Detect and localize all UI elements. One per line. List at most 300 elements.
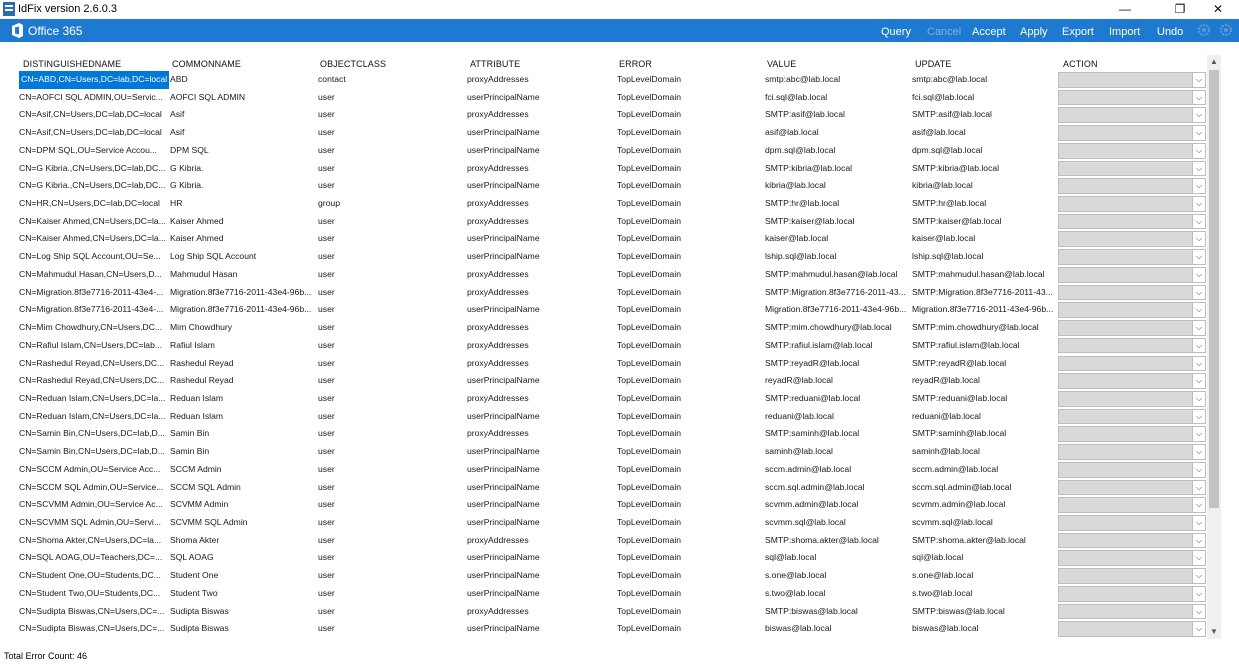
cell-distinguishedname[interactable]: CN=HR,CN=Users,DC=lab,DC=local bbox=[19, 198, 160, 209]
table-row[interactable] bbox=[15, 337, 1206, 355]
table-row[interactable] bbox=[15, 319, 1206, 337]
cell-value[interactable]: s.two@lab.local bbox=[765, 587, 826, 598]
cell-update[interactable]: SMTP:saminh@lab.local bbox=[912, 428, 1007, 439]
cell-objectclass[interactable]: user bbox=[318, 339, 335, 350]
cell-commonname[interactable]: Reduan Islam bbox=[170, 410, 224, 421]
scroll-up-arrow-icon[interactable]: ▲ bbox=[1210, 57, 1218, 66]
cell-objectclass[interactable]: contact bbox=[318, 74, 346, 84]
table-row[interactable] bbox=[15, 425, 1206, 443]
cell-error[interactable]: TopLevelDomain bbox=[617, 198, 682, 209]
cell-update[interactable]: reyadR@lab.local bbox=[912, 375, 980, 386]
cell-error[interactable]: TopLevelDomain bbox=[617, 392, 682, 403]
cell-commonname[interactable]: Kaiser Ahmed bbox=[170, 215, 224, 226]
cell-attribute[interactable]: proxyAddresses bbox=[467, 357, 529, 368]
action-dropdown[interactable] bbox=[1058, 426, 1206, 442]
cell-update[interactable]: dpm.sql@lab.local bbox=[912, 144, 983, 155]
cell-distinguishedname[interactable]: CN=Sudipta Biswas,CN=Users,DC=... bbox=[19, 623, 165, 634]
cell-objectclass[interactable]: user bbox=[318, 446, 335, 457]
cell-attribute[interactable]: userPrincipalName bbox=[467, 481, 540, 492]
cell-commonname[interactable]: Sudipta Biswas bbox=[170, 623, 229, 634]
cell-commonname[interactable]: DPM SQL bbox=[170, 144, 209, 155]
column-header-commonname[interactable]: COMMONNAME bbox=[172, 59, 241, 69]
cell-update[interactable]: SMTP:mim.chowdhury@lab.local bbox=[912, 322, 1039, 333]
cell-update[interactable]: sccm.admin@lab.local bbox=[912, 463, 999, 474]
cell-commonname[interactable]: Migration.8f3e7716-2011-43e4-96b... bbox=[170, 304, 312, 315]
action-dropdown[interactable] bbox=[1058, 196, 1206, 212]
dropdown-arrow-icon[interactable]: ⌵ bbox=[1192, 534, 1205, 548]
cell-distinguishedname[interactable]: CN=SQL AOAG,OU=Teachers,DC=... bbox=[19, 552, 163, 563]
action-dropdown[interactable] bbox=[1058, 161, 1206, 177]
cell-commonname[interactable]: Log Ship SQL Account bbox=[170, 251, 257, 262]
cell-update[interactable]: s.one@lab.local bbox=[912, 570, 974, 581]
table-row[interactable] bbox=[15, 106, 1206, 124]
cell-commonname[interactable]: SCVMM Admin bbox=[170, 499, 229, 510]
dropdown-arrow-icon[interactable]: ⌵ bbox=[1192, 392, 1205, 406]
table-row[interactable] bbox=[15, 390, 1206, 408]
cell-distinguishedname[interactable]: CN=Asif,CN=Users,DC=lab,DC=local bbox=[19, 127, 162, 138]
cell-error[interactable]: TopLevelDomain bbox=[617, 268, 682, 279]
cell-value[interactable]: SMTP:kaiser@lab.local bbox=[765, 215, 855, 226]
cell-distinguishedname[interactable]: CN=Reduan Islam,CN=Users,DC=la... bbox=[19, 392, 166, 403]
cell-distinguishedname[interactable]: CN=G Kibria.,CN=Users,DC=lab,DC... bbox=[19, 162, 166, 173]
cell-objectclass[interactable]: user bbox=[318, 109, 335, 120]
cell-error[interactable]: TopLevelDomain bbox=[617, 499, 682, 510]
cell-objectclass[interactable]: user bbox=[318, 144, 335, 155]
cell-distinguishedname[interactable]: CN=Migration.8f3e7716-2011-43e4-... bbox=[19, 286, 164, 297]
column-header-attribute[interactable]: ATTRIBUTE bbox=[470, 59, 521, 69]
cell-attribute[interactable]: userPrincipalName bbox=[467, 251, 540, 262]
cell-update[interactable]: biswas@lab.local bbox=[912, 623, 979, 634]
cell-commonname[interactable]: Mim Chowdhury bbox=[170, 322, 233, 333]
menu-undo[interactable]: Undo bbox=[1157, 26, 1184, 38]
cell-objectclass[interactable]: user bbox=[318, 251, 335, 262]
cell-attribute[interactable]: userPrincipalName bbox=[467, 144, 540, 155]
action-dropdown[interactable] bbox=[1058, 391, 1206, 407]
cell-commonname[interactable]: SCCM SQL Admin bbox=[170, 481, 241, 492]
table-row[interactable] bbox=[15, 301, 1206, 319]
settings-gear-icon[interactable] bbox=[1197, 23, 1211, 37]
cell-update[interactable]: SMTP:shoma.akter@lab.local bbox=[912, 534, 1026, 545]
cell-commonname[interactable]: Shoma Akter bbox=[170, 534, 220, 545]
dropdown-arrow-icon[interactable]: ⌵ bbox=[1192, 339, 1205, 353]
cell-update[interactable]: fci.sql@lab.local bbox=[912, 91, 975, 102]
cell-value[interactable]: kibria@lab.local bbox=[765, 180, 826, 191]
action-dropdown[interactable] bbox=[1058, 550, 1206, 566]
cell-value[interactable]: SMTP:asif@lab.local bbox=[765, 109, 845, 120]
cell-update[interactable]: kibria@lab.local bbox=[912, 180, 973, 191]
cell-value[interactable]: SMTP:reduani@lab.local bbox=[765, 392, 861, 403]
cell-objectclass[interactable]: user bbox=[318, 91, 335, 102]
dropdown-arrow-icon[interactable]: ⌵ bbox=[1192, 162, 1205, 176]
dropdown-arrow-icon[interactable]: ⌵ bbox=[1192, 551, 1205, 565]
cell-attribute[interactable]: userPrincipalName bbox=[467, 517, 540, 527]
cell-update[interactable]: kaiser@lab.local bbox=[912, 233, 976, 244]
cell-objectclass[interactable]: user bbox=[318, 357, 335, 368]
dropdown-arrow-icon[interactable]: ⌵ bbox=[1192, 357, 1205, 371]
cell-update[interactable]: SMTP:kibria@lab.local bbox=[912, 162, 1000, 173]
cell-attribute[interactable]: proxyAddresses bbox=[467, 339, 529, 350]
cell-attribute[interactable]: userPrincipalName bbox=[467, 499, 540, 510]
cell-value[interactable]: fci.sql@lab.local bbox=[765, 91, 828, 102]
action-dropdown[interactable] bbox=[1058, 409, 1206, 425]
cell-commonname[interactable]: SCVMM SQL Admin bbox=[170, 517, 248, 527]
cell-commonname[interactable]: Samin Bin bbox=[170, 428, 210, 439]
cell-error[interactable]: TopLevelDomain bbox=[617, 304, 682, 315]
cell-distinguishedname[interactable]: CN=Rafiul Islam,CN=Users,DC=lab... bbox=[19, 339, 163, 350]
cell-attribute[interactable]: userPrincipalName bbox=[467, 304, 540, 315]
cell-attribute[interactable]: userPrincipalName bbox=[467, 552, 540, 563]
cell-commonname[interactable]: Student Two bbox=[170, 587, 218, 598]
cell-value[interactable]: SMTP:reyadR@lab.local bbox=[765, 357, 860, 368]
cell-commonname[interactable]: Student One bbox=[170, 570, 219, 581]
menu-import[interactable]: Import bbox=[1109, 26, 1141, 38]
cell-update[interactable]: SMTP:kaiser@lab.local bbox=[912, 215, 1002, 226]
cell-value[interactable]: dpm.sql@lab.local bbox=[765, 144, 836, 155]
cell-error[interactable]: TopLevelDomain bbox=[617, 357, 682, 368]
cell-value[interactable]: SMTP:mim.chowdhury@lab.local bbox=[765, 322, 892, 333]
action-dropdown[interactable] bbox=[1058, 586, 1206, 602]
column-header-update[interactable]: UPDATE bbox=[915, 59, 952, 69]
cell-commonname[interactable]: Rashedul Reyad bbox=[170, 375, 234, 386]
cell-attribute[interactable]: proxyAddresses bbox=[467, 109, 529, 120]
cell-error[interactable]: TopLevelDomain bbox=[617, 623, 682, 634]
dropdown-arrow-icon[interactable]: ⌵ bbox=[1192, 445, 1205, 459]
cell-commonname[interactable]: Sudipta Biswas bbox=[170, 605, 229, 616]
cell-attribute[interactable]: userPrincipalName bbox=[467, 570, 540, 581]
cell-objectclass[interactable]: user bbox=[318, 623, 335, 634]
table-row[interactable] bbox=[15, 142, 1206, 160]
dropdown-arrow-icon[interactable]: ⌵ bbox=[1192, 321, 1205, 335]
action-dropdown[interactable] bbox=[1058, 125, 1206, 141]
cell-update[interactable]: Migration.8f3e7716-2011-43e4-96b... bbox=[912, 304, 1054, 315]
cell-attribute[interactable]: userPrincipalName bbox=[467, 623, 540, 634]
action-dropdown[interactable] bbox=[1058, 249, 1206, 265]
table-row[interactable] bbox=[15, 620, 1206, 638]
cell-value[interactable]: SMTP:biswas@lab.local bbox=[765, 605, 858, 616]
action-dropdown[interactable] bbox=[1058, 515, 1206, 531]
cell-attribute[interactable]: userPrincipalName bbox=[467, 463, 540, 474]
cell-commonname[interactable]: Samin Bin bbox=[170, 446, 210, 457]
cell-value[interactable]: Migration.8f3e7716-2011-43e4-96b... bbox=[765, 304, 907, 315]
cell-error[interactable]: TopLevelDomain bbox=[617, 517, 682, 527]
column-header-value[interactable]: VALUE bbox=[767, 59, 797, 69]
table-row[interactable] bbox=[15, 248, 1206, 266]
cell-attribute[interactable]: proxyAddresses bbox=[467, 428, 529, 439]
cell-value[interactable]: kaiser@lab.local bbox=[765, 233, 829, 244]
cell-distinguishedname[interactable]: CN=Mim Chowdhury,CN=Users,DC... bbox=[19, 322, 163, 333]
cell-commonname[interactable]: G Kibria. bbox=[170, 180, 204, 191]
cell-value[interactable]: lship.sql@lab.local bbox=[765, 251, 837, 262]
table-row[interactable] bbox=[15, 213, 1206, 231]
cell-commonname[interactable]: Migration.8f3e7716-2011-43e4-96b... bbox=[170, 286, 312, 297]
menu-accept[interactable]: Accept bbox=[972, 26, 1006, 38]
cell-attribute[interactable]: userPrincipalName bbox=[467, 587, 540, 598]
action-dropdown[interactable] bbox=[1058, 143, 1206, 159]
cell-value[interactable]: reyadR@lab.local bbox=[765, 375, 833, 386]
table-row[interactable] bbox=[15, 177, 1206, 195]
menu-cancel[interactable]: Cancel bbox=[927, 26, 962, 38]
minimize-icon[interactable]: — bbox=[1119, 2, 1131, 16]
cell-update[interactable]: sccm.sql.admin@lab.local bbox=[912, 481, 1012, 492]
dropdown-arrow-icon[interactable]: ⌵ bbox=[1192, 303, 1205, 317]
cell-objectclass[interactable]: user bbox=[318, 463, 335, 474]
cell-objectclass[interactable]: user bbox=[318, 587, 335, 598]
cell-commonname[interactable]: G Kibria. bbox=[170, 162, 204, 173]
cell-distinguishedname[interactable]: CN=Rashedul Reyad,CN=Users,DC... bbox=[19, 375, 165, 386]
cell-objectclass[interactable]: user bbox=[318, 375, 335, 386]
cell-objectclass[interactable]: user bbox=[318, 517, 335, 527]
action-dropdown[interactable] bbox=[1058, 356, 1206, 372]
cell-objectclass[interactable]: user bbox=[318, 410, 335, 421]
cell-update[interactable]: SMTP:reduani@lab.local bbox=[912, 392, 1008, 403]
dropdown-arrow-icon[interactable]: ⌵ bbox=[1192, 126, 1205, 140]
dropdown-arrow-icon[interactable]: ⌵ bbox=[1192, 250, 1205, 264]
cell-objectclass[interactable]: user bbox=[318, 180, 335, 191]
table-row[interactable] bbox=[15, 549, 1206, 567]
cell-attribute[interactable]: proxyAddresses bbox=[467, 534, 529, 545]
dropdown-arrow-icon[interactable]: ⌵ bbox=[1192, 622, 1205, 636]
cell-distinguishedname[interactable]: CN=SCVMM SQL Admin,OU=Servi... bbox=[19, 517, 161, 527]
cell-value[interactable]: s.one@lab.local bbox=[765, 570, 827, 581]
dropdown-arrow-icon[interactable]: ⌵ bbox=[1192, 286, 1205, 300]
table-row[interactable] bbox=[15, 230, 1206, 248]
cell-value[interactable]: SMTP:mahmudul.hasan@lab.local bbox=[765, 268, 898, 279]
dropdown-arrow-icon[interactable]: ⌵ bbox=[1192, 516, 1205, 530]
cell-commonname[interactable]: Asif bbox=[170, 127, 185, 138]
cell-error[interactable]: TopLevelDomain bbox=[617, 91, 682, 102]
table-row[interactable] bbox=[15, 124, 1206, 142]
action-dropdown[interactable] bbox=[1058, 462, 1206, 478]
action-dropdown[interactable] bbox=[1058, 444, 1206, 460]
table-row[interactable] bbox=[15, 443, 1206, 461]
cell-update[interactable]: SMTP:Migration.8f3e7716-2011-43... bbox=[912, 286, 1053, 297]
dropdown-arrow-icon[interactable]: ⌵ bbox=[1192, 463, 1205, 477]
cell-commonname[interactable]: SCCM Admin bbox=[170, 463, 222, 474]
action-dropdown[interactable] bbox=[1058, 90, 1206, 106]
action-dropdown[interactable] bbox=[1058, 373, 1206, 389]
cell-attribute[interactable]: userPrincipalName bbox=[467, 446, 540, 457]
table-row[interactable] bbox=[15, 496, 1206, 514]
dropdown-arrow-icon[interactable]: ⌵ bbox=[1192, 427, 1205, 441]
cell-commonname[interactable]: Rafiul Islam bbox=[170, 339, 215, 350]
column-header-objectclass[interactable]: OBJECTCLASS bbox=[320, 59, 387, 69]
action-dropdown[interactable] bbox=[1058, 178, 1206, 194]
cell-update[interactable]: sql@lab.local bbox=[912, 552, 964, 563]
cell-update[interactable]: SMTP:hr@lab.local bbox=[912, 198, 987, 209]
cell-error[interactable]: TopLevelDomain bbox=[617, 339, 682, 350]
cell-update[interactable]: SMTP:reyadR@lab.local bbox=[912, 357, 1007, 368]
cell-update[interactable]: SMTP:mahmudul.hasan@lab.local bbox=[912, 268, 1045, 279]
cell-attribute[interactable]: proxyAddresses bbox=[467, 74, 529, 84]
cell-distinguishedname[interactable]: CN=Sudipta Biswas,CN=Users,DC=... bbox=[19, 605, 165, 616]
table-row[interactable] bbox=[15, 160, 1206, 178]
cell-update[interactable]: SMTP:asif@lab.local bbox=[912, 109, 992, 120]
cell-commonname[interactable]: HR bbox=[170, 198, 183, 209]
dropdown-arrow-icon[interactable]: ⌵ bbox=[1192, 268, 1205, 282]
cell-attribute[interactable]: userPrincipalName bbox=[467, 375, 540, 386]
cell-error[interactable]: TopLevelDomain bbox=[617, 410, 682, 421]
cell-distinguishedname[interactable]: CN=G Kibria.,CN=Users,DC=lab,DC... bbox=[19, 180, 166, 191]
cell-distinguishedname[interactable]: CN=Student Two,OU=Students,DC... bbox=[19, 587, 161, 598]
cell-value[interactable]: SMTP:Migration.8f3e7716-2011-43... bbox=[765, 286, 906, 297]
action-dropdown[interactable] bbox=[1058, 231, 1206, 247]
cell-distinguishedname[interactable]: CN=Student One,OU=Students,DC... bbox=[19, 570, 161, 581]
cell-error[interactable]: TopLevelDomain bbox=[617, 552, 682, 563]
cell-objectclass[interactable]: user bbox=[318, 428, 335, 439]
cell-error[interactable]: TopLevelDomain bbox=[617, 74, 682, 84]
column-header-distinguishedname[interactable]: DISTINGUISHEDNAME bbox=[23, 59, 122, 69]
cell-value[interactable]: reduani@lab.local bbox=[765, 410, 834, 421]
dropdown-arrow-icon[interactable]: ⌵ bbox=[1192, 481, 1205, 495]
cell-value[interactable]: biswas@lab.local bbox=[765, 623, 832, 634]
table-row[interactable] bbox=[15, 89, 1206, 107]
dropdown-arrow-icon[interactable]: ⌵ bbox=[1192, 197, 1205, 211]
dropdown-arrow-icon[interactable]: ⌵ bbox=[1192, 91, 1205, 105]
cell-update[interactable]: scvmm.sql@lab.local bbox=[912, 517, 993, 527]
table-row[interactable] bbox=[15, 195, 1206, 213]
table-row[interactable] bbox=[15, 372, 1206, 390]
dropdown-arrow-icon[interactable]: ⌵ bbox=[1192, 410, 1205, 424]
table-row[interactable] bbox=[15, 284, 1206, 302]
table-row[interactable] bbox=[15, 585, 1206, 603]
cell-commonname[interactable]: Reduan Islam bbox=[170, 392, 224, 403]
maximize-icon[interactable]: ❐ bbox=[1174, 2, 1186, 16]
cell-error[interactable]: TopLevelDomain bbox=[617, 286, 682, 297]
cell-objectclass[interactable]: user bbox=[318, 605, 335, 616]
action-dropdown[interactable] bbox=[1058, 497, 1206, 513]
action-dropdown[interactable] bbox=[1058, 72, 1206, 88]
cell-objectclass[interactable]: user bbox=[318, 162, 335, 173]
cell-error[interactable]: TopLevelDomain bbox=[617, 481, 682, 492]
cell-commonname[interactable]: Mahmudul Hasan bbox=[170, 268, 238, 279]
cell-update[interactable]: asif@lab.local bbox=[912, 127, 966, 138]
cell-commonname[interactable]: Kaiser Ahmed bbox=[170, 233, 224, 244]
cell-error[interactable]: TopLevelDomain bbox=[617, 428, 682, 439]
cell-distinguishedname[interactable]: CN=Kaiser Ahmed,CN=Users,DC=la... bbox=[19, 215, 166, 226]
dropdown-arrow-icon[interactable]: ⌵ bbox=[1192, 179, 1205, 193]
cell-error[interactable]: TopLevelDomain bbox=[617, 144, 682, 155]
table-row[interactable] bbox=[15, 603, 1206, 621]
menu-export[interactable]: Export bbox=[1062, 26, 1094, 38]
action-dropdown[interactable] bbox=[1058, 214, 1206, 230]
action-dropdown[interactable] bbox=[1058, 267, 1206, 283]
cell-distinguishedname[interactable]: CN=SCCM Admin,OU=Service Acc... bbox=[19, 463, 161, 474]
vertical-scrollbar[interactable] bbox=[1207, 55, 1221, 639]
cell-value[interactable]: sql@lab.local bbox=[765, 552, 817, 563]
action-dropdown[interactable] bbox=[1058, 302, 1206, 318]
cell-error[interactable]: TopLevelDomain bbox=[617, 127, 682, 138]
cell-distinguishedname[interactable]: CN=SCCM SQL Admin,OU=Service... bbox=[19, 481, 164, 492]
dropdown-arrow-icon[interactable]: ⌵ bbox=[1192, 569, 1205, 583]
dropdown-arrow-icon[interactable]: ⌵ bbox=[1192, 108, 1205, 122]
cell-distinguishedname[interactable]: CN=Asif,CN=Users,DC=lab,DC=local bbox=[19, 109, 162, 120]
action-dropdown[interactable] bbox=[1058, 533, 1206, 549]
cell-objectclass[interactable]: group bbox=[318, 198, 340, 209]
cell-error[interactable]: TopLevelDomain bbox=[617, 534, 682, 545]
cell-objectclass[interactable]: user bbox=[318, 481, 335, 492]
cell-value[interactable]: smtp:abc@lab.local bbox=[765, 74, 841, 84]
cell-error[interactable]: TopLevelDomain bbox=[617, 375, 682, 386]
cell-value[interactable]: asif@lab.local bbox=[765, 127, 819, 138]
help-gear-icon[interactable] bbox=[1219, 23, 1233, 37]
table-row[interactable] bbox=[15, 71, 1206, 89]
cell-update[interactable]: lship.sql@lab.local bbox=[912, 251, 984, 262]
cell-error[interactable]: TopLevelDomain bbox=[617, 215, 682, 226]
action-dropdown[interactable] bbox=[1058, 107, 1206, 123]
cell-update[interactable]: s.two@lab.local bbox=[912, 587, 973, 598]
cell-objectclass[interactable]: user bbox=[318, 268, 335, 279]
cell-attribute[interactable]: userPrincipalName bbox=[467, 127, 540, 138]
scroll-down-arrow-icon[interactable]: ▼ bbox=[1210, 627, 1218, 636]
cell-distinguishedname[interactable]: CN=Reduan Islam,CN=Users,DC=la... bbox=[19, 410, 166, 421]
table-row[interactable] bbox=[15, 567, 1206, 585]
cell-attribute[interactable]: proxyAddresses bbox=[467, 215, 529, 226]
cell-value[interactable]: saminh@lab.local bbox=[765, 446, 833, 457]
cell-value[interactable]: SMTP:rafiul.islam@lab.local bbox=[765, 339, 873, 350]
cell-value[interactable]: sccm.admin@lab.local bbox=[765, 463, 852, 474]
cell-error[interactable]: TopLevelDomain bbox=[617, 605, 682, 616]
column-header-action[interactable]: ACTION bbox=[1063, 59, 1098, 69]
cell-attribute[interactable]: proxyAddresses bbox=[467, 162, 529, 173]
cell-distinguishedname[interactable]: CN=Mahmudul Hasan,CN=Users,D... bbox=[19, 268, 162, 279]
cell-distinguishedname[interactable]: CN=Samin Bin,CN=Users,DC=lab,D... bbox=[19, 446, 165, 457]
cell-update[interactable]: smtp:abc@lab.local bbox=[912, 74, 988, 84]
cell-objectclass[interactable]: user bbox=[318, 233, 335, 244]
cell-value[interactable]: SMTP:hr@lab.local bbox=[765, 198, 840, 209]
cell-commonname[interactable]: SQL AOAG bbox=[170, 552, 214, 563]
column-header-error[interactable]: ERROR bbox=[619, 59, 653, 69]
cell-update[interactable]: reduani@lab.local bbox=[912, 410, 981, 421]
dropdown-arrow-icon[interactable]: ⌵ bbox=[1192, 215, 1205, 229]
cell-objectclass[interactable]: user bbox=[318, 552, 335, 563]
dropdown-arrow-icon[interactable]: ⌵ bbox=[1192, 605, 1205, 619]
action-dropdown[interactable] bbox=[1058, 320, 1206, 336]
cell-distinguishedname[interactable]: CN=Samin Bin,CN=Users,DC=lab,D... bbox=[19, 428, 165, 439]
table-row[interactable] bbox=[15, 266, 1206, 284]
cell-value[interactable]: SMTP:saminh@lab.local bbox=[765, 428, 860, 439]
dropdown-arrow-icon[interactable]: ⌵ bbox=[1192, 144, 1205, 158]
close-icon[interactable]: ✕ bbox=[1212, 2, 1224, 16]
table-row[interactable] bbox=[15, 514, 1206, 532]
dropdown-arrow-icon[interactable]: ⌵ bbox=[1192, 587, 1205, 601]
action-dropdown[interactable] bbox=[1058, 568, 1206, 584]
dropdown-arrow-icon[interactable]: ⌵ bbox=[1192, 374, 1205, 388]
cell-value[interactable]: SMTP:kibria@lab.local bbox=[765, 162, 853, 173]
action-dropdown[interactable] bbox=[1058, 338, 1206, 354]
cell-commonname[interactable]: Rashedul Reyad bbox=[170, 357, 234, 368]
cell-error[interactable]: TopLevelDomain bbox=[617, 322, 682, 333]
cell-distinguishedname[interactable]: CN=Rashedul Reyad,CN=Users,DC... bbox=[19, 357, 165, 368]
cell-objectclass[interactable]: user bbox=[318, 534, 335, 545]
dropdown-arrow-icon[interactable]: ⌵ bbox=[1192, 498, 1205, 512]
cell-distinguishedname[interactable]: CN=Log Ship SQL Account,OU=Se... bbox=[19, 251, 161, 262]
cell-commonname[interactable]: Asif bbox=[170, 109, 185, 120]
scrollbar-thumb[interactable] bbox=[1209, 70, 1219, 508]
cell-error[interactable]: TopLevelDomain bbox=[617, 446, 682, 457]
cell-value[interactable]: scvmm.sql@lab.local bbox=[765, 517, 846, 527]
cell-objectclass[interactable]: user bbox=[318, 322, 335, 333]
cell-error[interactable]: TopLevelDomain bbox=[617, 162, 682, 173]
cell-attribute[interactable]: proxyAddresses bbox=[467, 198, 529, 209]
cell-distinguishedname[interactable]: CN=Migration.8f3e7716-2011-43e4-... bbox=[19, 304, 164, 315]
cell-distinguishedname[interactable]: CN=Shoma Akter,CN=Users,DC=la... bbox=[19, 534, 162, 545]
cell-value[interactable]: scvmm.admin@lab.local bbox=[765, 499, 859, 510]
cell-objectclass[interactable]: user bbox=[318, 304, 335, 315]
cell-error[interactable]: TopLevelDomain bbox=[617, 233, 682, 244]
cell-error[interactable]: TopLevelDomain bbox=[617, 463, 682, 474]
cell-error[interactable]: TopLevelDomain bbox=[617, 587, 682, 598]
cell-attribute[interactable]: proxyAddresses bbox=[467, 392, 529, 403]
